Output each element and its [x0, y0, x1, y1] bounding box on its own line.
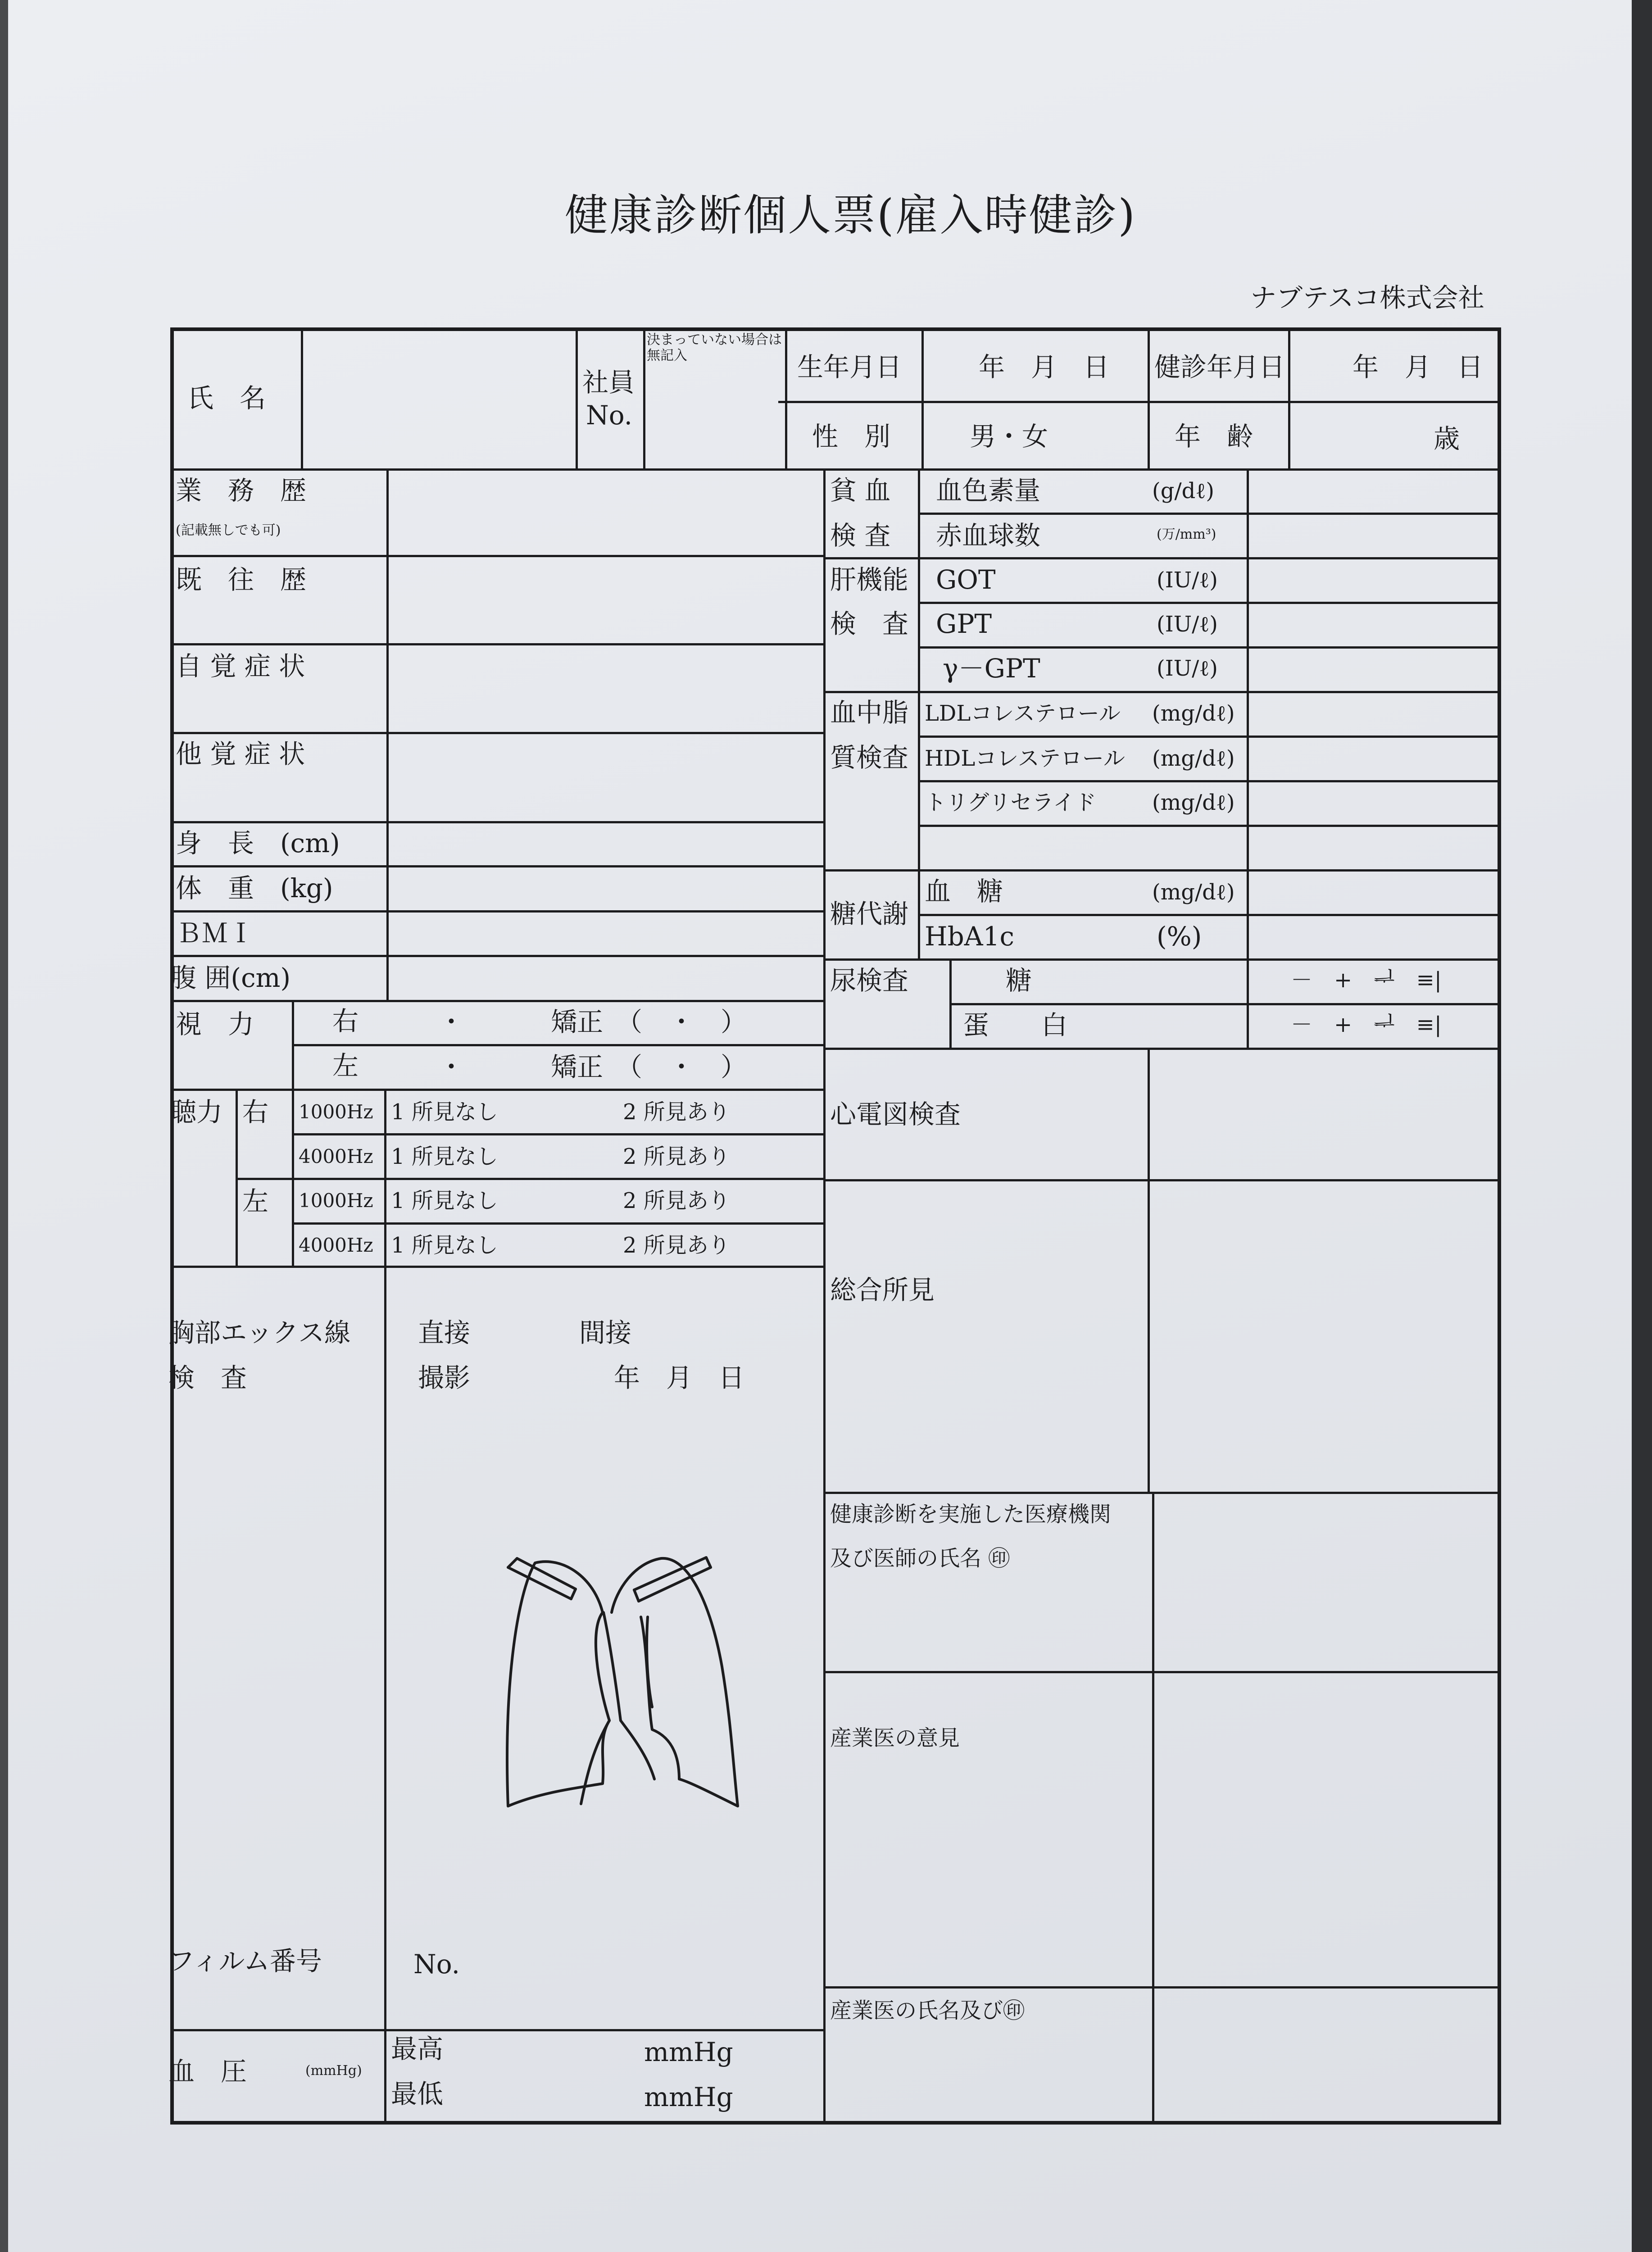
row-line: [170, 1089, 823, 1091]
height-label: 身 長 (cm): [176, 828, 340, 858]
hz-label: 4000Hz: [299, 1234, 373, 1256]
row-line: [170, 2029, 823, 2031]
doctor-sign-label: 産業医の氏名及び㊞: [830, 1998, 1025, 2023]
employee-no-note: 決まっていない場合は無記入: [647, 332, 782, 363]
row-line: [170, 821, 823, 823]
exam-date-label: 健診年月日: [1154, 352, 1285, 382]
urine-sugar-label: 糖: [1006, 965, 1032, 996]
row-line: [823, 1048, 1501, 1050]
iu-unit: (IU/ℓ): [1157, 612, 1218, 637]
ggpt-label: γ－GPT: [943, 653, 1040, 684]
work-history-label: 業 務 歴: [176, 475, 307, 506]
row-line: [918, 513, 1501, 515]
film-no-value: No.: [413, 1949, 460, 1980]
finding-option: 2 所見あり: [623, 1144, 730, 1169]
vision-left-corrected: 矯正 （ ・ ）: [551, 1052, 747, 1082]
hdl-label: HDLコレステロール: [925, 746, 1125, 771]
row-line: [823, 691, 1501, 693]
ecg-label: 心電図検査: [830, 1099, 961, 1130]
employee-no-suffix: No.: [586, 400, 633, 431]
name-label: 氏 名: [187, 383, 266, 413]
hearing-left-label: 左: [242, 1186, 269, 1217]
col-line: [292, 1089, 294, 1267]
hearing-label: 聴力: [170, 1097, 223, 1127]
finding-option: 2 所見あり: [623, 1188, 730, 1213]
xray-shoot: 撮影: [418, 1362, 471, 1393]
weight-label: 体 重 (kg): [176, 873, 333, 904]
bmi-label: ＢＭＩ: [176, 918, 254, 949]
row-line: [170, 955, 823, 957]
no-finding-option: 1 所見なし: [391, 1188, 498, 1213]
vision-right-label: 右: [332, 1006, 359, 1036]
lipid-label: 血中脂: [830, 697, 909, 728]
tg-label: トリグリセライド: [925, 790, 1097, 815]
col-line: [1288, 327, 1290, 469]
row-line: [949, 1003, 1501, 1005]
xray-title: 胸部エックス線: [168, 1317, 351, 1348]
no-finding-option: 1 所見なし: [391, 1233, 498, 1258]
age-label: 年 齢: [1175, 421, 1253, 452]
row-line: [292, 1133, 823, 1135]
finding-option: 2 所見あり: [623, 1099, 730, 1125]
birthdate-label: 生年月日: [797, 352, 902, 382]
bp-max-unit: mmHg: [644, 2037, 733, 2067]
row-line: [823, 1492, 1501, 1494]
row-line: [170, 910, 823, 913]
col-line: [643, 327, 645, 469]
row-line: [292, 1044, 823, 1046]
vision-right-corrected: 矯正 （ ・ ）: [551, 1007, 747, 1037]
form-table: [170, 327, 1501, 2125]
anemia-label: 貧 血: [830, 475, 891, 506]
lung-diagram-icon: [499, 1549, 751, 1820]
header-divider: [778, 401, 1501, 403]
film-no-label: フィルム番号: [168, 1946, 322, 1976]
overall-findings-label: 総合所見: [830, 1275, 935, 1305]
row-line: [918, 736, 1501, 738]
opinion-label: 産業医の意見: [830, 1725, 960, 1751]
rbc-label: 赤血球数: [936, 520, 1041, 551]
liver-label-2: 検 査: [830, 608, 909, 639]
col-line: [576, 327, 578, 469]
urine-sugar-scale: － + ᆗ ≡|: [1291, 967, 1442, 993]
past-history-label: 既 往 歴: [176, 564, 307, 595]
col-line: [1148, 327, 1150, 469]
xray-date: 年 月 日: [614, 1362, 745, 1393]
iu-unit: (IU/ℓ): [1157, 568, 1218, 593]
bp-max-label: 最高: [391, 2034, 444, 2064]
row-line: [823, 1179, 1501, 1181]
lipid-label-2: 質検査: [830, 742, 909, 773]
col-line: [301, 327, 303, 469]
row-line: [918, 825, 1501, 827]
blood-sugar-label: 血 糖: [925, 876, 1003, 907]
birthdate-value: 年 月 日: [979, 352, 1110, 382]
row-line: [823, 1986, 1501, 1989]
col-line: [921, 327, 924, 469]
mgdl-unit: (mg/dℓ): [1152, 880, 1235, 905]
company-name: ナブテスコ株式会社: [1250, 282, 1484, 313]
iu-unit: (IU/ℓ): [1157, 656, 1218, 681]
xray-title-2: 検 査: [168, 1362, 247, 1393]
col-line: [1247, 468, 1249, 1049]
employee-no-label: 社員: [582, 367, 635, 398]
vision-left-label: 左: [332, 1050, 359, 1081]
form-paper: [8, 0, 1632, 2252]
row-line: [292, 1222, 823, 1225]
row-line: [170, 1000, 823, 1002]
anemia-label-2: 検 査: [830, 520, 891, 551]
col-line: [384, 1266, 386, 2125]
row-line: [170, 732, 823, 734]
glucose-group-label: 糖代謝: [830, 899, 909, 929]
hz-label: 1000Hz: [299, 1101, 373, 1123]
mgdl-unit: (mg/dℓ): [1152, 790, 1235, 815]
no-finding-option: 1 所見なし: [391, 1099, 498, 1125]
urine-label: 尿検査: [830, 965, 909, 996]
urine-protein-scale: － + ᆗ ≡|: [1291, 1012, 1442, 1037]
col-line: [386, 468, 389, 1001]
xray-indirect: 間接: [579, 1317, 632, 1348]
vision-right-dot: ・: [438, 1007, 465, 1037]
hba1c-label: HbA1c: [925, 921, 1014, 952]
row-line: [170, 643, 823, 645]
xray-direct: 直接: [418, 1317, 471, 1348]
hearing-right-label: 右: [242, 1097, 269, 1127]
row-line: [170, 865, 823, 867]
vision-label: 視 力: [176, 1009, 254, 1040]
urine-protein-label: 蛋 白: [963, 1010, 1068, 1040]
col-line: [292, 1000, 294, 1090]
gpt-label: GPT: [936, 608, 992, 639]
col-line: [384, 1089, 386, 1267]
hz-label: 4000Hz: [299, 1145, 373, 1167]
row-line: [170, 1266, 823, 1268]
age-unit: 歳: [1434, 423, 1460, 454]
bp-min-unit: mmHg: [644, 2082, 733, 2112]
exam-date-value: 年 月 日: [1352, 352, 1484, 382]
header-bottom-line: [170, 468, 1501, 471]
work-history-note: (記載無しでも可): [176, 522, 281, 538]
bp-unit-label: (mmHg): [305, 2063, 362, 2079]
institution-label-2: 及び医師の氏名 ㊞: [830, 1546, 1010, 1571]
row-line: [823, 869, 1501, 872]
vision-left-dot: ・: [438, 1052, 465, 1082]
col-line: [236, 1089, 238, 1267]
liver-label: 肝機能: [830, 564, 909, 595]
ldl-label: LDLコレステロール: [925, 701, 1121, 726]
row-line: [238, 1178, 823, 1180]
bp-min-label: 最低: [391, 2079, 444, 2109]
mgdl-unit: (mg/dℓ): [1152, 746, 1235, 771]
row-line: [918, 646, 1501, 649]
col-line: [1148, 1048, 1150, 1494]
bp-label: 血 圧: [168, 2056, 247, 2087]
row-line: [823, 557, 1501, 559]
finding-option: 2 所見あり: [623, 1233, 730, 1258]
sex-label: 性 別: [812, 421, 891, 452]
col-line: [1152, 1492, 1154, 2125]
row-line: [918, 780, 1501, 782]
percent-unit: (%): [1157, 921, 1202, 952]
row-line: [170, 555, 823, 557]
sex-value: 男・女: [970, 421, 1048, 452]
no-finding-option: 1 所見なし: [391, 1144, 498, 1169]
form-title: 健康診断個人票(雇入時健診): [565, 190, 1136, 241]
col-line: [949, 958, 952, 1049]
col-line: [785, 327, 787, 469]
subjective-symptoms-label: 自 覚 症 状: [176, 651, 305, 681]
objective-symptoms-label: 他 覚 症 状: [176, 739, 305, 769]
hemoglobin-unit: (g/dℓ): [1152, 478, 1215, 504]
rbc-unit: (万/mm³): [1157, 527, 1216, 542]
row-line: [823, 1671, 1501, 1673]
row-line: [918, 914, 1501, 916]
waist-label: 腹 囲(cm): [170, 963, 291, 993]
hz-label: 1000Hz: [299, 1190, 373, 1212]
hemoglobin-label: 血色素量: [936, 475, 1041, 506]
mgdl-unit: (mg/dℓ): [1152, 701, 1235, 726]
row-line: [823, 958, 1501, 961]
col-line: [918, 468, 920, 959]
center-divider: [823, 468, 826, 2125]
institution-label: 健康診断を実施した医療機関: [830, 1502, 1112, 1527]
got-label: GOT: [936, 564, 996, 595]
row-line: [918, 602, 1501, 604]
